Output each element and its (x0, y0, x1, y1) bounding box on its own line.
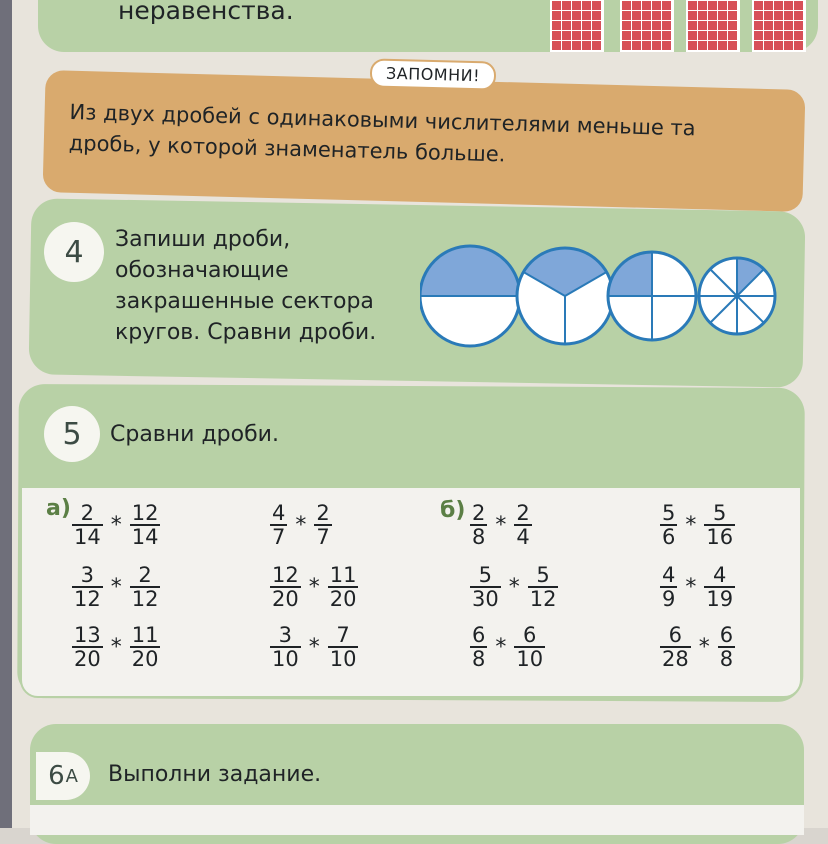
right-fraction (528, 564, 559, 610)
left-fraction (660, 564, 677, 610)
numerator: 11 (131, 623, 159, 647)
numerator: 4 (713, 563, 727, 587)
denominator: 20 (131, 647, 159, 671)
numerator: 5 (662, 501, 676, 525)
denominator: 12 (529, 587, 557, 611)
right-fraction (130, 564, 161, 610)
right-fraction (130, 502, 161, 548)
grid-picture-1 (550, 0, 604, 52)
fraction-pair (660, 564, 735, 610)
numerator: 2 (472, 501, 486, 525)
fraction-pair (470, 502, 532, 548)
denominator: 4 (516, 525, 530, 549)
denominator: 20 (329, 587, 357, 611)
numerator: 4 (662, 563, 676, 587)
fraction-pair (470, 624, 545, 670)
comparison-placeholder: * (295, 512, 307, 538)
denominator: 16 (706, 525, 734, 549)
fraction-pair (660, 502, 735, 548)
denominator: 10 (329, 647, 357, 671)
numerator: 12 (131, 501, 159, 525)
fraction-circle-3 (608, 252, 696, 340)
denominator: 10 (516, 647, 544, 671)
left-fraction (470, 502, 487, 548)
task-6-title: Выполни задание. (108, 762, 322, 787)
numerator: 2 (80, 501, 95, 525)
denominator: 8 (472, 647, 486, 671)
part-a-label: а) (46, 496, 71, 521)
task-6-number-digit: 6 (48, 761, 65, 791)
comparison-placeholder: * (685, 512, 697, 538)
fraction-pair (72, 502, 160, 548)
numerator: 2 (138, 563, 152, 587)
task-4-number: 4 (44, 222, 104, 282)
task-6-number-suffix: А (65, 765, 78, 787)
fraction-pair (470, 564, 558, 610)
numerator: 11 (329, 563, 357, 587)
left-fraction (72, 502, 103, 548)
numerator: 6 (523, 623, 537, 647)
numerator: 6 (719, 623, 734, 647)
fraction-circles (420, 244, 790, 350)
left-fraction (270, 624, 301, 670)
right-fraction (718, 624, 735, 670)
comparison-placeholder: * (110, 512, 122, 538)
left-fraction (270, 564, 301, 610)
denominator: 20 (74, 647, 101, 671)
grid-picture-4 (752, 0, 806, 52)
fraction-pair (270, 502, 332, 548)
numerator: 6 (668, 623, 683, 647)
left-fraction (270, 502, 287, 548)
fraction-pair (72, 564, 160, 610)
comparison-placeholder: * (110, 634, 122, 660)
numerator: 3 (80, 563, 95, 587)
denominator: 12 (131, 587, 159, 611)
remember-label: ЗАПОМНИ! (370, 58, 497, 90)
denominator: 20 (272, 587, 299, 611)
fraction-pair (270, 624, 358, 670)
task-4-instruction: Запиши дроби, обозначающие закрашенные сектора кругов. Сравни дроби. (115, 227, 377, 345)
grid-picture-3 (686, 0, 740, 52)
left-fraction (660, 624, 691, 670)
right-fraction (328, 564, 359, 610)
numerator: 13 (74, 623, 101, 647)
denominator: 7 (272, 525, 286, 549)
numerator: 5 (713, 501, 727, 525)
fraction-pair (72, 624, 160, 670)
denominator: 28 (662, 647, 689, 671)
denominator: 19 (706, 587, 734, 611)
fraction-circle-2 (517, 248, 613, 344)
numerator: 7 (336, 623, 350, 647)
fraction-circle-4 (699, 258, 775, 334)
right-fraction (514, 624, 545, 670)
denominator: 7 (316, 525, 330, 549)
numerator: 4 (272, 501, 286, 525)
numerator: 5 (478, 563, 493, 587)
denominator: 14 (74, 525, 101, 549)
comparison-placeholder: * (698, 634, 710, 660)
fraction-pair (270, 564, 358, 610)
left-fraction (660, 502, 677, 548)
numerator: 12 (272, 563, 299, 587)
remember-rule-text: Из двух дробей с одинаковыми числителями меньше та дробь, у которой знаменатель больше. (68, 99, 696, 167)
task-6-content-area (30, 805, 804, 835)
right-fraction (514, 502, 531, 548)
numerator: 2 (316, 501, 330, 525)
comparison-placeholder: * (110, 574, 122, 600)
denominator: 9 (662, 587, 676, 611)
part-b-label: б) (440, 498, 466, 523)
right-fraction (704, 564, 735, 610)
denominator: 8 (472, 525, 486, 549)
right-fraction (704, 502, 735, 548)
right-fraction (314, 502, 331, 548)
right-fraction (130, 624, 161, 670)
comparison-placeholder: * (685, 574, 697, 600)
denominator: 14 (131, 525, 159, 549)
denominator: 30 (472, 587, 499, 611)
right-fraction (328, 624, 359, 670)
denominator: 12 (74, 587, 101, 611)
top-task-text: неравенства. (118, 0, 294, 25)
numerator: 2 (516, 501, 530, 525)
task-5-number: 5 (44, 406, 100, 462)
fraction-pair (660, 624, 735, 670)
left-fraction (72, 624, 103, 670)
numerator: 6 (472, 623, 486, 647)
fraction-circle-1 (420, 246, 520, 346)
numerator: 5 (536, 563, 550, 587)
left-fraction (470, 564, 501, 610)
denominator: 6 (662, 525, 676, 549)
comparison-placeholder: * (495, 634, 507, 660)
task-5-title: Сравни дроби. (110, 422, 279, 447)
left-fraction (470, 624, 487, 670)
book-spine-edge (0, 0, 12, 828)
comparison-placeholder: * (308, 574, 320, 600)
denominator: 8 (719, 647, 734, 671)
shaded-sector (420, 246, 520, 296)
comparison-placeholder: * (495, 512, 507, 538)
denominator: 10 (272, 647, 299, 671)
task-4-text (115, 224, 395, 348)
task-6-number (36, 752, 90, 800)
grid-picture-2 (620, 0, 674, 52)
comparison-placeholder: * (508, 574, 520, 600)
numerator: 3 (278, 623, 293, 647)
comparison-placeholder: * (308, 634, 320, 660)
left-fraction (72, 564, 103, 610)
